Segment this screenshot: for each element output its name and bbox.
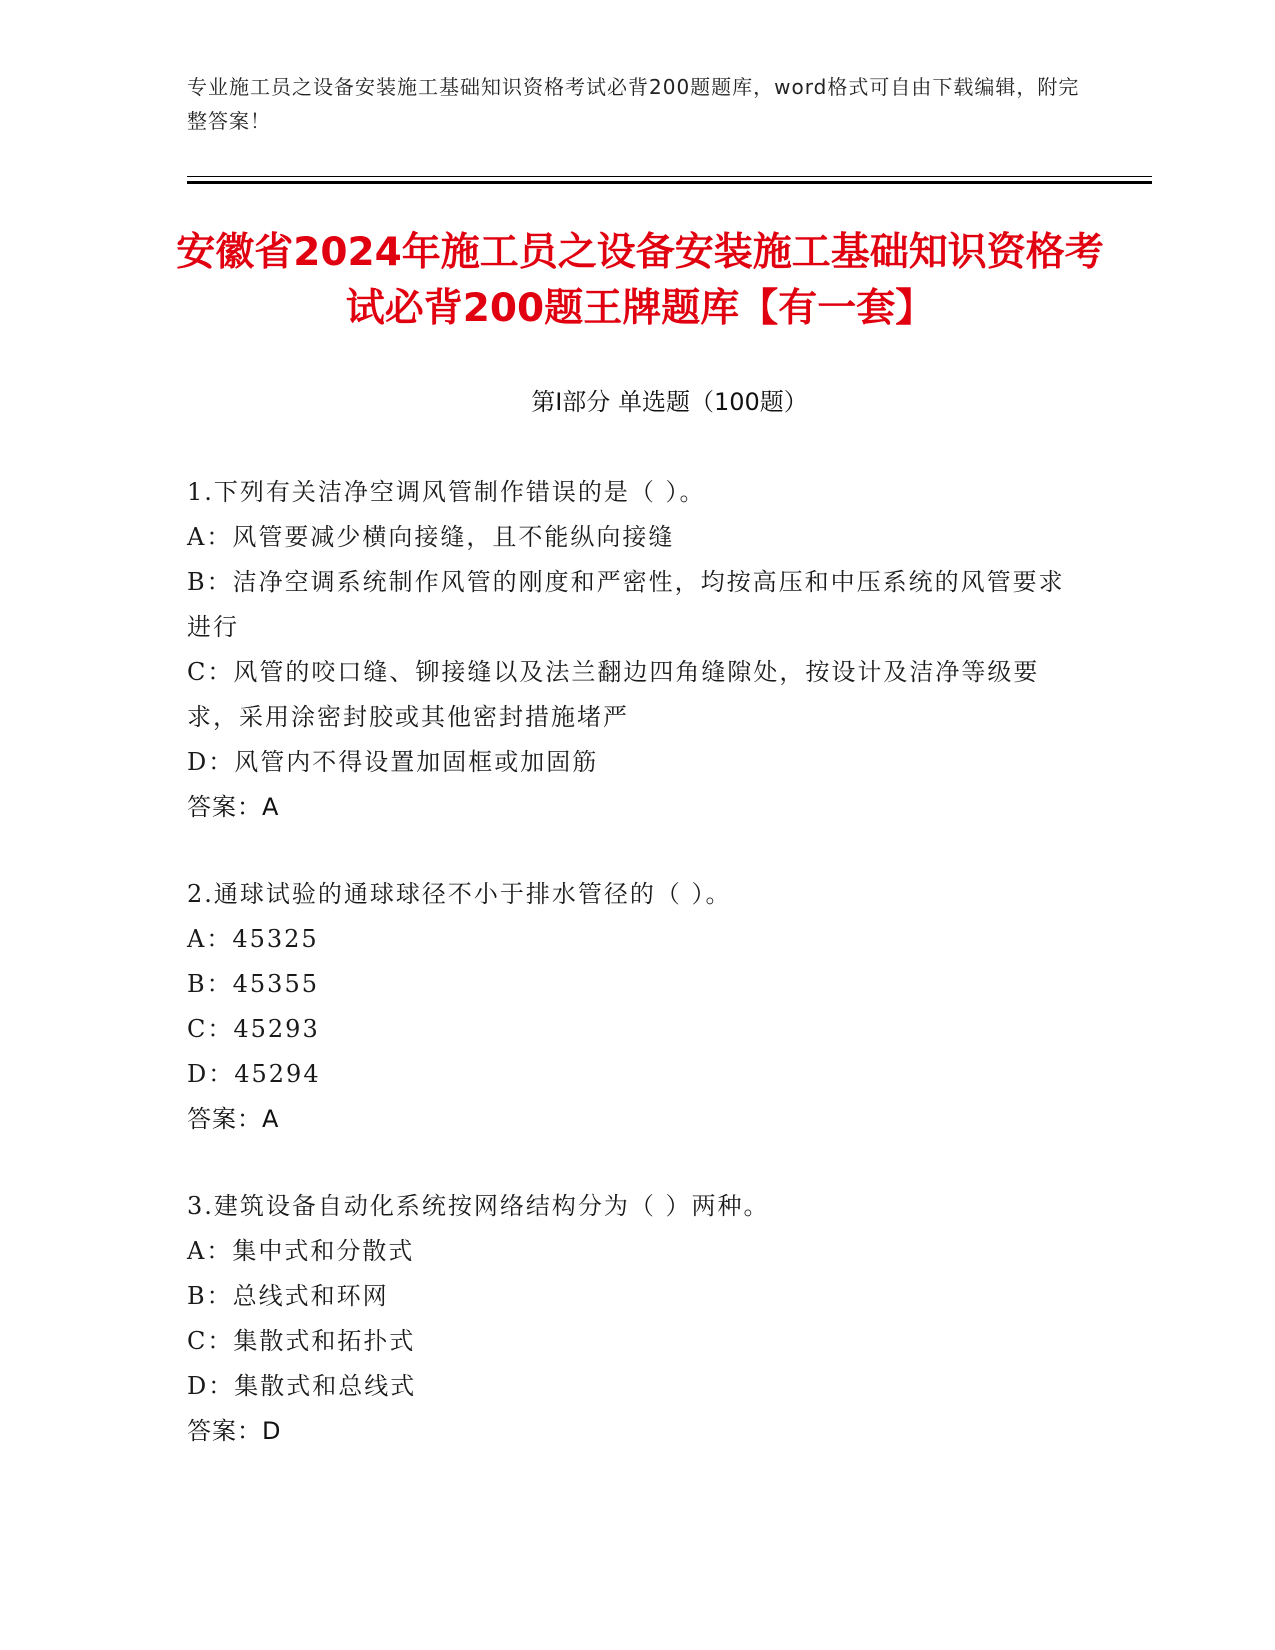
option-b: B：洁净空调系统制作风管的刚度和严密性，均按高压和中压系统的风管要求进行 [187, 568, 1065, 641]
question-stem: 1.下列有关洁净空调风管制作错误的是（ ）。 [187, 478, 706, 506]
question-1 [187, 470, 1077, 830]
option-c: C：风管的咬口缝、铆接缝以及法兰翻边四角缝隙处，按设计及洁净等级要求，采用涂密封胶或其他密封措施堵严 [187, 658, 1040, 731]
answer: 答案：A [187, 1105, 280, 1133]
option-c: C：集散式和拓扑式 [187, 1327, 416, 1355]
header-note: 专业施工员之设备安装施工基础知识资格考试必背200题题库，word格式可自由下载编辑，附完整答案！ [187, 75, 1080, 133]
option-b: B：总线式和环网 [187, 1282, 389, 1310]
question-3 [187, 1184, 1077, 1454]
option-a: A：集中式和分散式 [187, 1237, 415, 1265]
question-stem: 2.通球试验的通球球径不小于排水管径的（ ）。 [187, 880, 732, 908]
question-stem: 3.建筑设备自动化系统按网络结构分为（ ）两种。 [187, 1192, 770, 1220]
option-a: A：45325 [187, 925, 319, 953]
option-d: D：风管内不得设置加固框或加固筋 [187, 748, 599, 776]
section-title: 第I部分 单选题（100题） [531, 388, 808, 416]
answer: 答案：D [187, 1417, 282, 1445]
header-divider-thin [187, 176, 1152, 177]
question-2 [187, 872, 1077, 1142]
answer: 答案：A [187, 793, 280, 821]
document-title: 安徽省2024年施工员之设备安装施工基础知识资格考试必背200题王牌题库【有一套】 [176, 230, 1104, 331]
option-d: D：集散式和总线式 [187, 1372, 417, 1400]
option-c: C：45293 [187, 1015, 320, 1043]
option-b: B：45355 [187, 970, 319, 998]
header-divider-thick [187, 181, 1152, 184]
question-list [187, 470, 1077, 1496]
option-a: A：风管要减少横向接缝，且不能纵向接缝 [187, 523, 675, 551]
option-d: D：45294 [187, 1060, 321, 1088]
